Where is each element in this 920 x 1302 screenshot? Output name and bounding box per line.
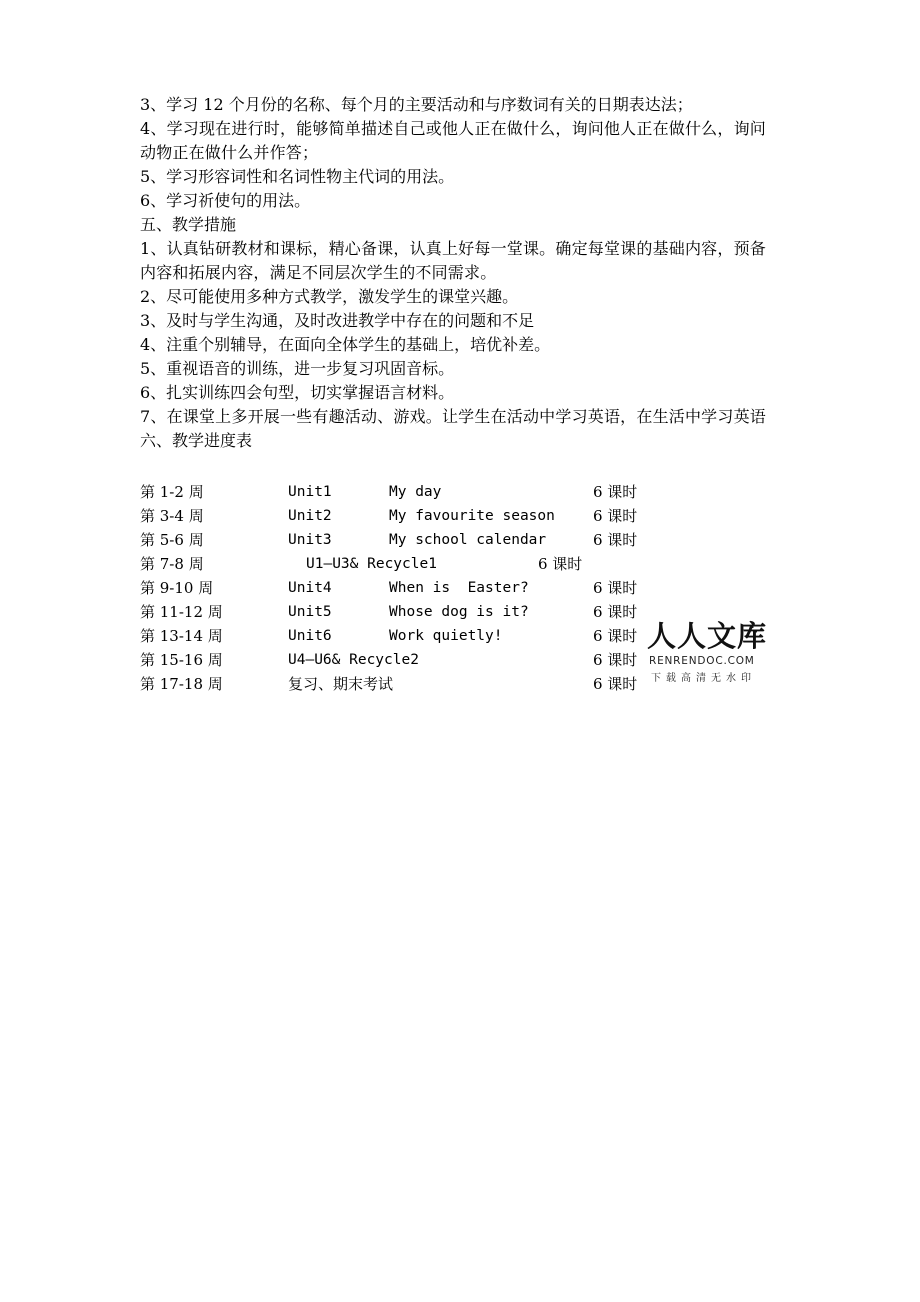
schedule-row bbox=[140, 504, 660, 528]
schedule-week: 第 11-12 周 bbox=[140, 603, 223, 621]
schedule-unit: U4—U6& Recycle2 bbox=[288, 652, 419, 668]
schedule-week: 第 5-6 周 bbox=[140, 531, 204, 549]
measure-1: 1、认真钻研教材和课标，精心备课，认真上好每一堂课。确定每堂课的基础内容，预备内容和拓展内容，满足不同层次学生的不同需求。 bbox=[140, 239, 766, 282]
schedule-heading: 六、教学进度表 bbox=[140, 431, 253, 450]
schedule-hours: 6 课时 bbox=[593, 579, 638, 597]
schedule-unit: Unit5 bbox=[288, 604, 332, 620]
measure-5: 5、重视语音的训练，进一步复习巩固音标。 bbox=[140, 359, 455, 378]
schedule-hours: 6 课时 bbox=[593, 483, 638, 501]
schedule-row bbox=[140, 576, 660, 600]
schedule-hours: 6 课时 bbox=[593, 603, 638, 621]
schedule-title: Whose dog is it? bbox=[389, 604, 529, 620]
schedule-unit: Unit2 bbox=[288, 508, 332, 524]
measure-3: 3、及时与学生沟通，及时改进教学中存在的问题和不足 bbox=[140, 311, 535, 330]
schedule-table bbox=[140, 480, 660, 696]
schedule-title: My favourite season bbox=[389, 508, 555, 524]
schedule-row bbox=[140, 648, 660, 672]
schedule-week: 第 1-2 周 bbox=[140, 483, 204, 501]
schedule-week: 第 3-4 周 bbox=[140, 507, 204, 525]
schedule-unit: Unit4 bbox=[288, 580, 332, 596]
schedule-hours: 6 课时 bbox=[593, 675, 638, 693]
objective-3: 3、学习 12 个月份的名称、每个月的主要活动和与序数词有关的日期表达法； bbox=[140, 95, 693, 114]
schedule-row bbox=[140, 672, 660, 696]
schedule-title: My day bbox=[389, 484, 442, 500]
schedule-unit: Unit3 bbox=[288, 532, 332, 548]
schedule-unit: U1—U3& Recycle1 bbox=[306, 556, 437, 572]
schedule-unit: Unit6 bbox=[288, 628, 332, 644]
schedule-week: 第 9-10 周 bbox=[140, 579, 214, 597]
watermark-url: RENRENDOC.COM bbox=[649, 655, 755, 667]
schedule-hours: 6 课时 bbox=[593, 531, 638, 549]
schedule-row bbox=[140, 624, 660, 648]
schedule-row bbox=[140, 552, 660, 576]
document-body bbox=[140, 93, 780, 453]
measure-2: 2、尽可能使用多种方式教学，激发学生的课堂兴趣。 bbox=[140, 287, 519, 306]
schedule-row bbox=[140, 600, 660, 624]
schedule-hours: 6 课时 bbox=[593, 507, 638, 525]
objective-4: 4、学习现在进行时，能够简单描述自己或他人正在做什么，询问他人正在做什么，询问动物正在做什么并作答； bbox=[140, 119, 766, 162]
schedule-week: 第 15-16 周 bbox=[140, 651, 223, 669]
schedule-title: Work quietly! bbox=[389, 628, 503, 644]
objective-6: 6、学习祈使句的用法。 bbox=[140, 191, 311, 210]
objective-5: 5、学习形容词性和名词性物主代词的用法。 bbox=[140, 167, 455, 186]
watermark-slogan: 下载高清无水印 bbox=[651, 673, 756, 684]
renrendoc-watermark-logo bbox=[647, 619, 777, 685]
measure-6: 6、扎实训练四会句型，切实掌握语言材料。 bbox=[140, 383, 455, 402]
measure-4: 4、注重个别辅导，在面向全体学生的基础上，培优补差。 bbox=[140, 335, 551, 354]
schedule-unit: Unit1 bbox=[288, 484, 332, 500]
schedule-row bbox=[140, 528, 660, 552]
schedule-week: 第 17-18 周 bbox=[140, 675, 223, 693]
measures-heading: 五、教学措施 bbox=[140, 215, 237, 234]
measure-7: 7、在课堂上多开展一些有趣活动、游戏。让学生在活动中学习英语，在生活中学习英语 bbox=[140, 407, 766, 426]
schedule-hours: 6 课时 bbox=[593, 651, 638, 669]
watermark-title: 人人文库 bbox=[647, 619, 768, 653]
schedule-title: When is Easter? bbox=[389, 580, 529, 596]
schedule-row bbox=[140, 480, 660, 504]
schedule-hours: 6 课时 bbox=[593, 627, 638, 645]
schedule-hours: 6 课时 bbox=[538, 555, 583, 573]
schedule-week: 第 13-14 周 bbox=[140, 627, 223, 645]
schedule-title: My school calendar bbox=[389, 532, 547, 548]
schedule-week: 第 7-8 周 bbox=[140, 555, 204, 573]
schedule-unit: 复习、期末考试 bbox=[288, 675, 394, 693]
